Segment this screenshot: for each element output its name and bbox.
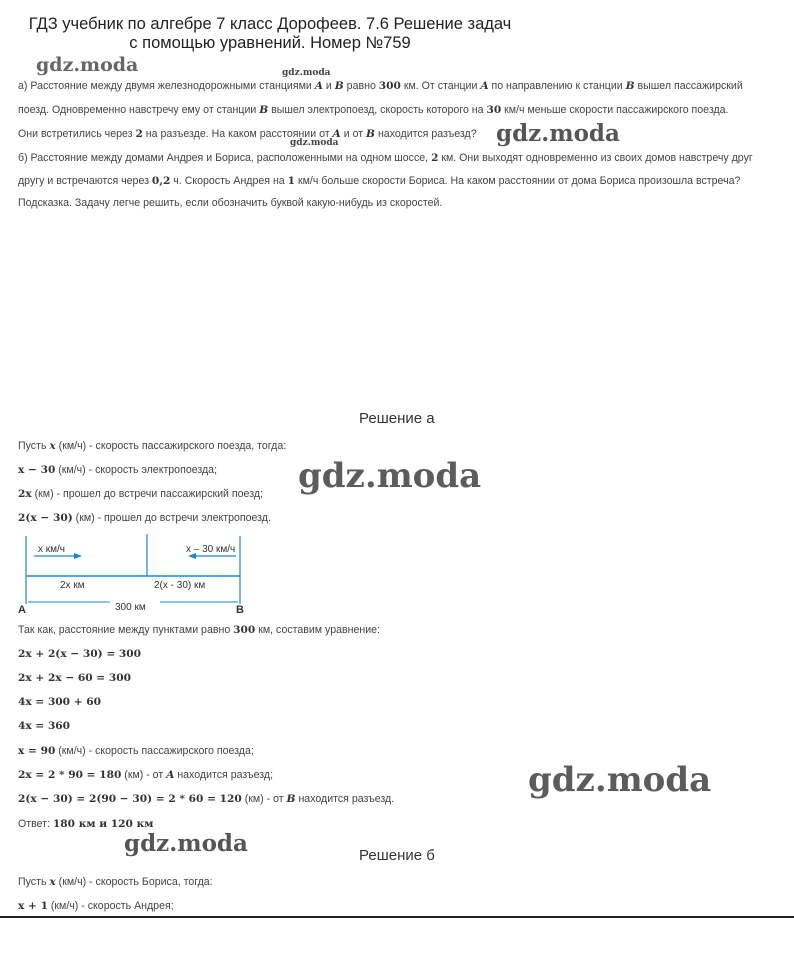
right-speed-label: x – 30 км/ч — [186, 544, 236, 555]
total-distance-label: 300 км — [115, 602, 146, 613]
solution-a-line2: x − 30 (км/ч) - скорость электропоезда; — [18, 464, 218, 476]
watermark: gdz.moda — [124, 830, 248, 857]
equation-1: 2x + 2(x − 30) = 300 — [18, 648, 142, 660]
solution-a-line3: 2x (км) - прошел до встречи пассажирский поезд; — [18, 488, 263, 500]
left-speed-label: x км/ч — [38, 544, 66, 555]
left-arrow-head — [74, 553, 82, 559]
solution-a-line1: Пусть x (км/ч) - скорость пассажирского поезда, тогда: — [18, 440, 287, 452]
solution-b-line1: Пусть x (км/ч) - скорость Бориса, тогда: — [18, 876, 213, 888]
solution-a-line5: Так как, расстояние между пунктами равно 300 км, составим уравнение: — [18, 624, 380, 636]
solution-b-line2: x + 1 (км/ч) - скорость Андрея; — [18, 900, 174, 912]
watermark: gdz.moda — [528, 760, 712, 800]
bottom-divider — [0, 916, 794, 918]
equation-5: x = 90 (км/ч) - скорость пассажирского поезда; — [18, 745, 254, 757]
watermark: gdz.moda — [290, 138, 339, 148]
watermark: gdz.moda — [496, 120, 620, 147]
watermark: gdz.moda — [298, 456, 482, 496]
problem-a-line1: а) Расстояние между двумя железнодорожными станциями A и B равно 300 км. От станции A по направлению к станции B вышел пассажирский — [18, 80, 743, 92]
solution-a-heading: Решение а — [359, 410, 435, 427]
train-diagram — [14, 532, 250, 616]
equation-6: 2x = 2 * 90 = 180 (км) - от A находится разъезд; — [18, 769, 274, 781]
watermark: gdz.moda — [282, 68, 331, 78]
answer-a: Ответ: 180 км и 120 км — [18, 818, 154, 830]
left-distance-label: 2x км — [60, 580, 85, 591]
equation-4: 4x = 360 — [18, 720, 71, 732]
problem-b-line1: б) Расстояние между домами Андрея и Бориса, расположенными на одном шоссе, 2 км. Они выходят одновременно из своих домов навстречу друг — [18, 152, 753, 164]
problem-a-line3: Они встретились через 2 на разъезде. На каком расстоянии от A и от B находится разъезд? — [18, 128, 477, 140]
equation-3: 4x = 300 + 60 — [18, 696, 102, 708]
page-title — [0, 15, 540, 53]
equation-7: 2(x − 30) = 2(90 − 30) = 2 * 60 = 120 (км) - от B находится разъезд. — [18, 793, 395, 805]
point-b-label: B — [236, 604, 244, 616]
watermark: gdz.moda — [36, 54, 139, 76]
problem-b-line3: Подсказка. Задачу легче решить, если обозначить буквой какую-нибудь из скоростей. — [18, 197, 443, 209]
solution-a-line4: 2(x − 30) (км) - прошел до встречи электропоезд. — [18, 512, 271, 524]
page-title-line2: с помощью уравнений. Номер №759 — [129, 34, 411, 52]
solution-b-heading: Решение б — [359, 847, 435, 864]
right-distance-label: 2(x - 30) км — [154, 580, 206, 591]
point-a-label: A — [18, 604, 26, 616]
problem-a-line2: поезд. Одновременно навстречу ему от станции B вышел электропоезд, скорость которого на 30 км/ч меньше скорости пассажирского поезда. — [18, 104, 729, 116]
equation-2: 2x + 2x − 60 = 300 — [18, 672, 131, 684]
problem-b-line2: другу и встречаются через 0,2 ч. Скорость Андрея на 1 км/ч больше скорости Бориса. На каком расстоянии от дома Бориса произошла встреча? — [18, 175, 741, 187]
page-title-line1: ГДЗ учебник по алгебре 7 класс Дорофеев. 7.6 Решение задач — [28, 15, 512, 33]
